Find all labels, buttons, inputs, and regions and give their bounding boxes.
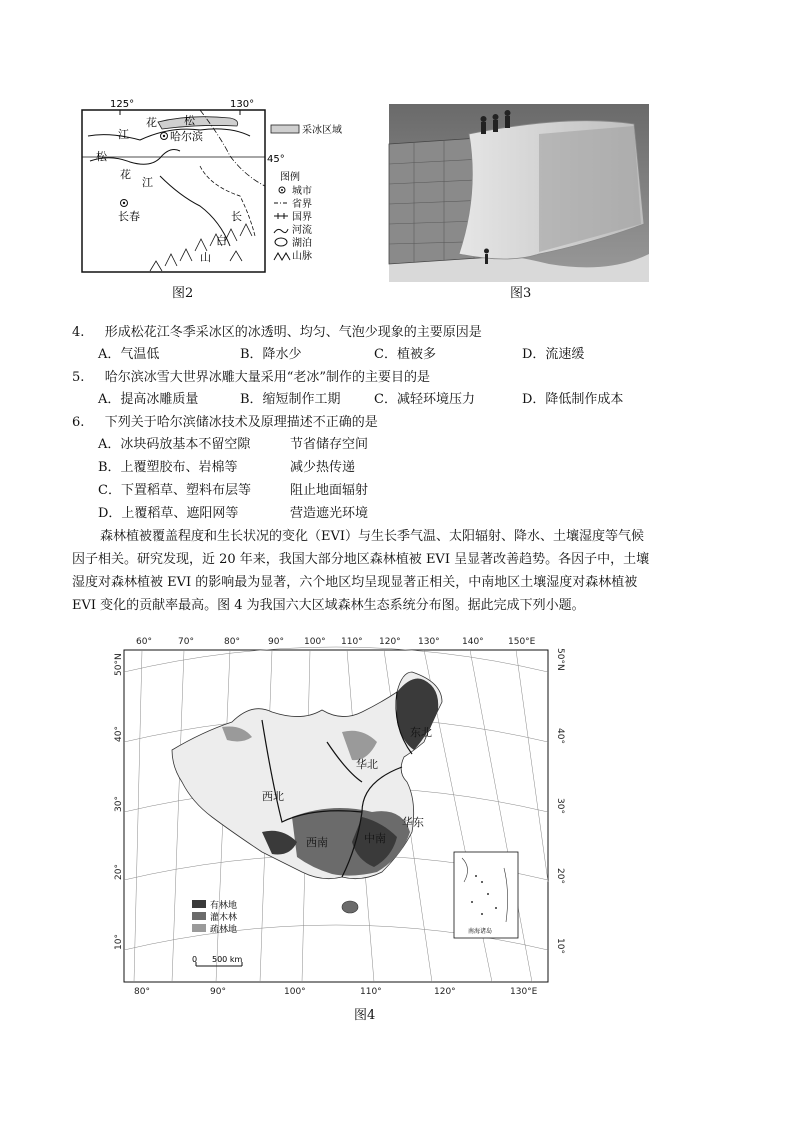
question-4-number: 4. [72, 325, 85, 340]
option-5c[interactable]: C．减轻环境压力 [374, 392, 475, 407]
fig4-region-central-south: 中南 [364, 832, 386, 845]
option-6d-desc: 营造遮光环境 [290, 506, 369, 521]
fig4-top-lon-60: 60° [136, 637, 152, 647]
fig2-legend-title: 图例 [280, 172, 300, 183]
fig4-right-lat-20: 20° [555, 868, 565, 884]
fig4-top-lon-120: 120° [379, 637, 401, 647]
fig4-top-lon-90: 90° [268, 637, 284, 647]
fig2-river-char-2: 花 [146, 116, 157, 129]
fig4-scale-500: 500 km [212, 955, 243, 964]
question-6 [72, 412, 378, 434]
fig4-left-lat-40: 40° [114, 726, 124, 742]
paragraph-line-1: 森林植被覆盖程度和生长状况的变化（EVI）与生长季气温、太阳辐射、降水、土壤湿度等气候 [100, 529, 645, 544]
option-4c[interactable]: C．植被多 [374, 347, 436, 362]
fig4-caption: 图4 [354, 1008, 376, 1023]
fig4-legend-swatch-2 [192, 912, 206, 920]
option-6c-desc: 阻止地面辐射 [290, 483, 369, 498]
question-6-text: 下列关于哈尔滨储冰技术及原理描述不正确的是 [104, 415, 378, 430]
fig4-left-lat-20: 20° [114, 864, 124, 880]
fig4-region-northwest: 西北 [262, 790, 284, 803]
fig4-bottom-lon-130: 130°E [510, 987, 538, 997]
option-4a[interactable]: A．气温低 [98, 347, 160, 362]
fig4-legend-swatch-1 [192, 900, 206, 908]
fig2-river2-char-3: 江 [142, 176, 153, 189]
option-5a[interactable]: A．提高冰雕质量 [98, 392, 199, 407]
fig2-river-char-1: 江 [118, 128, 129, 141]
fig4-top-lon-140: 140° [462, 637, 484, 647]
option-6c-label: C．下置稻草、塑料布层等 [98, 483, 251, 498]
fig2-legend-province: 省界 [292, 199, 312, 210]
fig4-scale-zero: 0 [192, 955, 198, 964]
fig2-legend-city: 城市 [292, 186, 312, 197]
fig4-right-lat-30: 30° [555, 798, 565, 814]
question-5-text: 哈尔滨冰雪大世界冰雕大量采用“老冰”制作的主要目的是 [104, 370, 430, 385]
fig4-left-lat-10: 10° [114, 934, 124, 950]
question-4 [72, 322, 482, 344]
option-6a-label: A．冰块码放基本不留空隙 [98, 437, 251, 452]
fig3-photo [389, 104, 649, 282]
paragraph-line-3: 湿度对森林植被 EVI 的影响最为显著，六个地区均呈现显著正相关，中南地区土壤湿度对森林植被 [72, 575, 638, 590]
fig4-right-lat-50: 50°N [555, 648, 565, 671]
question-5 [72, 367, 430, 389]
fig4-map [112, 632, 565, 1000]
fig2-legend-lake: 湖泊 [292, 238, 312, 249]
fig2-mountain-char-2: 白 [216, 234, 227, 247]
fig4-region-northeast: 东北 [410, 726, 432, 739]
option-4b[interactable]: B．降水少 [240, 347, 302, 362]
fig4-legend-label-2: 灌木林 [210, 913, 238, 923]
fig2-river2-char-1: 松 [96, 150, 107, 163]
fig4-bottom-lon-100: 100° [284, 987, 306, 997]
option-6b-label: B．上覆塑胶布、岩棉等 [98, 460, 238, 475]
fig4-top-lon-100: 100° [304, 637, 326, 647]
fig2-ice-area-legend: 采冰区域 [302, 125, 342, 136]
fig4-bottom-lon-110: 110° [360, 987, 382, 997]
fig4-top-lon-130: 130° [418, 637, 440, 647]
option-6b[interactable] [98, 457, 498, 479]
figure-4 [112, 632, 565, 1000]
fig4-region-east: 华东 [402, 816, 424, 829]
fig2-legend-mountain: 山脉 [292, 251, 312, 262]
option-6b-desc: 减少热传递 [290, 460, 356, 475]
question-5-number: 5. [72, 370, 85, 385]
fig4-legend-label-3: 疏林地 [210, 925, 238, 935]
fig4-top-lon-110: 110° [341, 637, 363, 647]
figure-2 [80, 96, 380, 276]
option-6c[interactable] [98, 480, 498, 502]
option-6a[interactable] [98, 434, 498, 456]
fig2-map [80, 96, 380, 276]
fig4-bottom-lon-120: 120° [434, 987, 456, 997]
fig2-legend-border: 国界 [292, 212, 312, 223]
option-5b[interactable]: B．缩短制作工期 [240, 392, 341, 407]
fig4-right-lat-10: 10° [555, 938, 565, 954]
fig4-bottom-lon-90: 90° [210, 987, 226, 997]
fig4-top-lon-80: 80° [224, 637, 240, 647]
figure-3 [389, 104, 649, 282]
fig4-legend-label-1: 有林地 [210, 901, 238, 911]
fig2-river-char-3: 松 [184, 114, 195, 127]
fig4-right-lat-40: 40° [555, 728, 565, 744]
fig2-mountain-char-1: 长 [231, 210, 242, 223]
fig4-inset-label: 南海诸岛 [468, 928, 493, 935]
paragraph-line-4: EVI 变化的贡献率最高。图 4 为我国六大区域森林生态系统分布图。据此完成下列小题。 [72, 598, 585, 613]
fig2-river2-char-2: 花 [120, 168, 131, 181]
fig2-lat-45: 45° [267, 154, 285, 165]
fig4-region-southwest: 西南 [306, 836, 328, 849]
option-6d-label: D．上覆稻草、遮阳网等 [98, 506, 239, 521]
option-4d[interactable]: D．流速缓 [522, 347, 585, 362]
fig2-harbin-label: 哈尔滨 [170, 130, 203, 143]
fig4-top-lon-70: 70° [178, 637, 194, 647]
fig2-mountain-char-3: 山 [200, 251, 211, 264]
fig2-legend-river: 河流 [292, 225, 312, 236]
fig4-legend-swatch-3 [192, 924, 206, 932]
fig4-left-lat-50: 50°N [114, 653, 124, 676]
option-6d[interactable] [98, 503, 498, 525]
fig4-region-north: 华北 [356, 758, 378, 771]
option-5d[interactable]: D．降低制作成本 [522, 392, 624, 407]
question-6-number: 6. [72, 415, 85, 430]
fig2-changchun-label: 长春 [118, 210, 140, 223]
fig4-bottom-lon-80: 80° [134, 987, 150, 997]
fig4-left-lat-30: 30° [114, 796, 124, 812]
fig2-lon-125: 125° [110, 99, 135, 110]
option-6a-desc: 节省储存空间 [290, 437, 369, 452]
paragraph-line-2: 因子相关。研究发现，近 20 年来，我国大部分地区森林植被 EVI 呈显著改善趋势。各因子中，土壤 [72, 552, 650, 567]
fig2-caption: 图2 [172, 286, 194, 301]
fig4-top-lon-150: 150°E [508, 637, 536, 647]
fig2-lon-130: 130° [230, 99, 255, 110]
question-4-text: 形成松花江冬季采冰区的冰透明、均匀、气泡少现象的主要原因是 [104, 325, 482, 340]
fig3-caption: 图3 [510, 286, 532, 301]
